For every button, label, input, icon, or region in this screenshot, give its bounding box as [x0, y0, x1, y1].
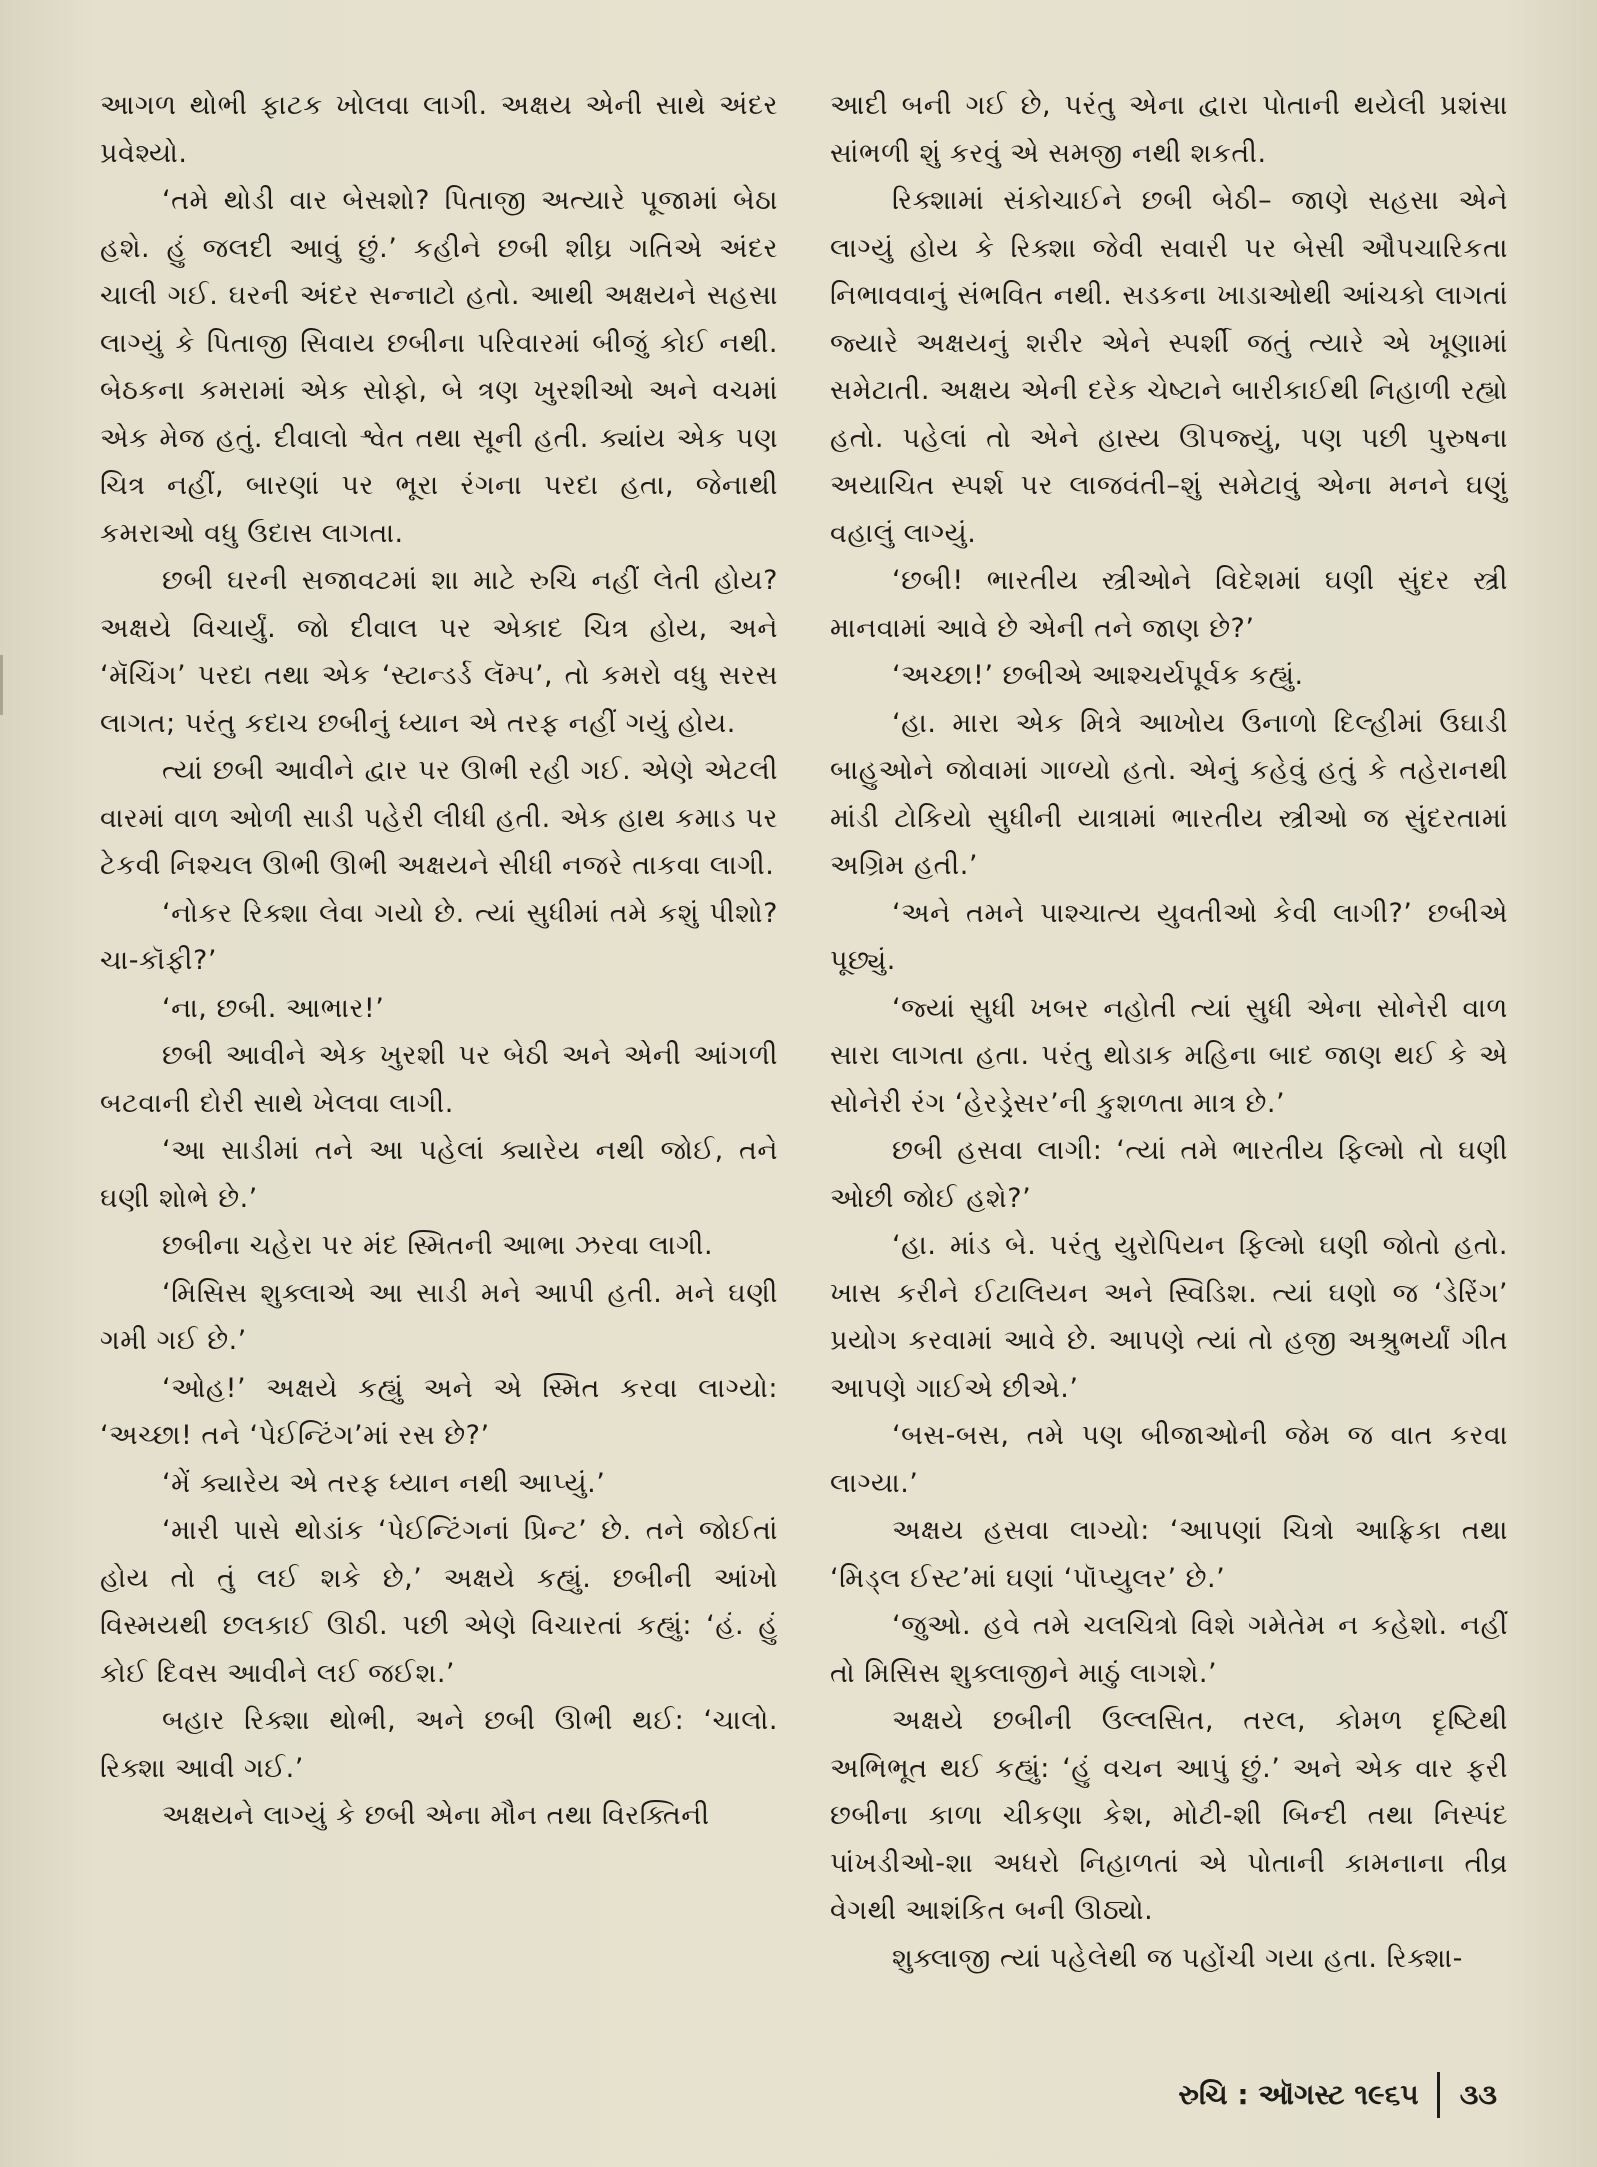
paragraph: આગળ થોભી ફાટક ખોલવા લાગી. અક્ષય એની સાથે અંદર પ્રવેશ્યો.	[100, 90, 778, 169]
paragraph: છબીના ચહેરા પર મંદ સ્મિતની આભા ઝરવા લાગી.	[162, 1230, 714, 1261]
left-column	[100, 82, 778, 1840]
paragraph: અક્ષયને લાગ્યું કે છબી એના મૌન તથા વિરક્તિની	[162, 1800, 710, 1831]
paragraph: અક્ષયે છબીની ઉલ્લસિત, તરલ, કોમળ દૃષ્ટિથી અભિભૂત થઈ કહ્યું: ‘હું વચન આપું છું.’ અને એક વાર ફરી છબીના કાળા ચીકણા કેશ, મોટી-શી બિન્દી તથા નિસ્પંદ પાંખડીઓ-શા અધરો નિહાળતાં એ પોતાની કામનાના તીવ્ર વેગથી આશંકિત બની ઊઠ્યો.	[830, 1705, 1508, 1926]
paragraph: ‘જુઓ. હવે તમે ચલચિત્રો વિશે ગમેતેમ ન કહેશો. નહીં તો મિસિસ શુક્લાજીને માઠું લાગશે.’	[830, 1610, 1508, 1689]
binding-mark	[0, 655, 13, 715]
paragraph: ‘જ્યાં સુધી ખબર નહોતી ત્યાં સુધી એના સોનેરી વાળ સારા લાગતા હતા. પરંતુ થોડાક મહિના બાદ જાણ થઈ કે એ સોનેરી રંગ ‘હેરડ્રેસર’ની કુશળતા માત્ર છે.’	[830, 992, 1508, 1119]
paragraph: ‘આ સાડીમાં તને આ પહેલાં ક્યારેય નથી જોઈ, તને ઘણી શોભે છે.’	[100, 1135, 778, 1214]
paragraph: ‘હા. માંડ બે. પરંતુ યુરોપિયન ફિલ્મો ઘણી જોતો હતો. ખાસ કરીને ઈટાલિયન અને સ્વિડિશ. ત્યાં ઘણો જ ‘ડેરિંગ’ પ્રયોગ કરવામાં આવે છે. આપણે ત્યાં તો હજી અશ્રુભર્યાં ગીત આપણે ગાઈએ છીએ.’	[830, 1230, 1508, 1404]
paragraph: ‘ના, છબી. આભાર!’	[162, 992, 385, 1024]
paragraph: અક્ષય હસવા લાગ્યો: ‘આપણાં ચિત્રો આફ્રિકા તથા ‘મિડ્લ ઈસ્ટ’માં ઘણાં ‘પૉપ્યુલર’ છે.’	[830, 1515, 1508, 1594]
paragraph: ‘બસ-બસ, તમે પણ બીજાઓની જેમ જ વાત કરવા લાગ્યા.’	[830, 1420, 1508, 1499]
page-footer	[1178, 2070, 1497, 2120]
page-number: ૩૩	[1459, 2078, 1497, 2111]
paragraph: ‘મિસિસ શુક્લાએ આ સાડી મને આપી હતી. મને ઘણી ગમી ગઈ છે.’	[100, 1277, 778, 1356]
paragraph: ‘હા. મારા એક મિત્રે આખોય ઉનાળો દિલ્હીમાં ઉઘાડી બાહુઓને જોવામાં ગાળ્યો હતો. એનું કહેવું હતું કે તહેરાનથી માંડી ટોકિયો સુધીની યાત્રામાં ભારતીય સ્ત્રીઓ જ સુંદરતામાં અગ્રિમ હતી.’	[830, 707, 1508, 881]
footer-divider	[1437, 2072, 1440, 2118]
paragraph: બહાર રિક્શા થોભી, અને છબી ઊભી થઈ: ‘ચાલો. રિક્શા આવી ગઈ.’	[100, 1705, 778, 1784]
paragraph: ‘તમે થોડી વાર બેસશો? પિતાજી અત્યારે પૂજામાં બેઠા હશે. હું જલદી આવું છું.’ કહીને છબી શીઘ્ર ગતિએ અંદર ચાલી ગઈ. ઘરની અંદર સન્નાટો હતો. આથી અક્ષયને સહસા લાગ્યું કે પિતાજી સિવાય છબીના પરિવારમાં બીજું કોઈ નથી. બેઠકના કમરામાં એક સોફો, બે ત્રણ ખુરશીઓ અને વચમાં એક મેજ હતું. દીવાલો શ્વેત તથા સૂની હતી. ક્યાંય એક પણ ચિત્ર નહીં, બારણાં પર ભૂરા રંગના પરદા હતા, જેનાથી કમરાઓ વધુ ઉદાસ લાગતા.	[100, 185, 778, 549]
magazine-name-date: રુચિ : ઑગસ્ટ ૧૯૬૫	[1178, 2078, 1419, 2111]
paragraph: ‘છબી! ભારતીય સ્ત્રીઓને વિદેશમાં ઘણી સુંદર સ્ત્રી માનવામાં આવે છે એની તને જાણ છે?’	[830, 565, 1508, 644]
paragraph: આદી બની ગઈ છે, પરંતુ એના દ્વારા પોતાની થયેલી પ્રશંસા સાંભળી શું કરવું એ સમજી નથી શકતી.	[830, 90, 1508, 169]
paragraph: ત્યાં છબી આવીને દ્વાર પર ઊભી રહી ગઈ. એણે એટલી વારમાં વાળ ઓળી સાડી પહેરી લીધી હતી. એક હાથ કમાડ પર ટેકવી નિશ્ચલ ઊભી ઊભી અક્ષયને સીધી નજરે તાકવા લાગી.	[100, 755, 778, 881]
paragraph: છબી હસવા લાગી: ‘ત્યાં તમે ભારતીય ફિલ્મો તો ઘણી ઓછી જોઈ હશે?’	[830, 1135, 1508, 1214]
paragraph: ‘અને તમને પાશ્ચાત્ય યુવતીઓ કેવી લાગી?’ છબીએ પૂછ્યું.	[830, 897, 1508, 976]
paragraph: ‘નોકર રિક્શા લેવા ગયો છે. ત્યાં સુધીમાં તમે કશું પીશો? ચા-કૉફી?’	[100, 897, 778, 976]
paragraph: ‘મેં ક્યારેય એ તરફ ધ્યાન નથી આપ્યું.’	[162, 1467, 606, 1499]
paragraph: છબી આવીને એક ખુરશી પર બેઠી અને એની આંગળી બટવાની દોરી સાથે ખેલવા લાગી.	[100, 1040, 778, 1119]
paragraph: ‘અચ્છા!’ છબીએ આશ્ચર્યપૂર્વક કહ્યું.	[892, 660, 1304, 691]
paragraph: શુક્લાજી ત્યાં પહેલેથી જ પહોંચી ગયા હતા. રિક્શા-	[892, 1942, 1463, 1974]
right-column	[830, 82, 1508, 1982]
paragraph: ‘મારી પાસે થોડાંક ‘પેઈન્ટિંગનાં પ્રિન્ટ’ છે. તને જોઈતાં હોય તો તું લઈ શકે છે,’ અક્ષયે કહ્યું. છબીની આંખો વિસ્મયથી છલકાઈ ઊઠી. પછી એણે વિચારતાં કહ્યું: ‘હં. હું કોઈ દિવસ આવીને લઈ જઈશ.’	[100, 1515, 778, 1689]
paragraph: છબી ઘરની સજાવટમાં શા માટે રુચિ નહીં લેતી હોય? અક્ષયે વિચાર્યું. જો દીવાલ પર એકાદ ચિત્ર હોય, અને ‘મૅચિંગ’ પરદા તથા એક ‘સ્ટાન્ડર્ડ લૅમ્પ’, તો કમરો વધુ સરસ લાગત; પરંતુ કદાચ છબીનું ધ્યાન એ તરફ નહીં ગયું હોય.	[100, 565, 778, 739]
paragraph: રિક્શામાં સંકોચાઈને છબી બેઠી– જાણે સહસા એને લાગ્યું હોય કે રિક્શા જેવી સવારી પર બેસી ઔપચારિકતા નિભાવવાનું સંભવિત નથી. સડકના ખાડાઓથી આંચકો લાગતાં જ્યારે અક્ષયનું શરીર એને સ્પર્શી જતું ત્યારે એ ખૂણામાં સમેટાતી. અક્ષય એની દરેક ચેષ્ટાને બારીકાઈથી નિહાળી રહ્યો હતો. પહેલાં તો એને હાસ્ય ઊપજ્યું, પણ પછી પુરુષના અયાચિત સ્પર્શ પર લાજવંતી–શું સમેટાવું એના મનને ઘણું વહાલું લાગ્યું.	[830, 185, 1508, 549]
paragraph: ‘ઓહ!’ અક્ષયે કહ્યું અને એ સ્મિત કરવા લાગ્યો: ‘અચ્છા! તને ‘પેઈન્ટિંગ’માં રસ છે?’	[100, 1372, 778, 1451]
